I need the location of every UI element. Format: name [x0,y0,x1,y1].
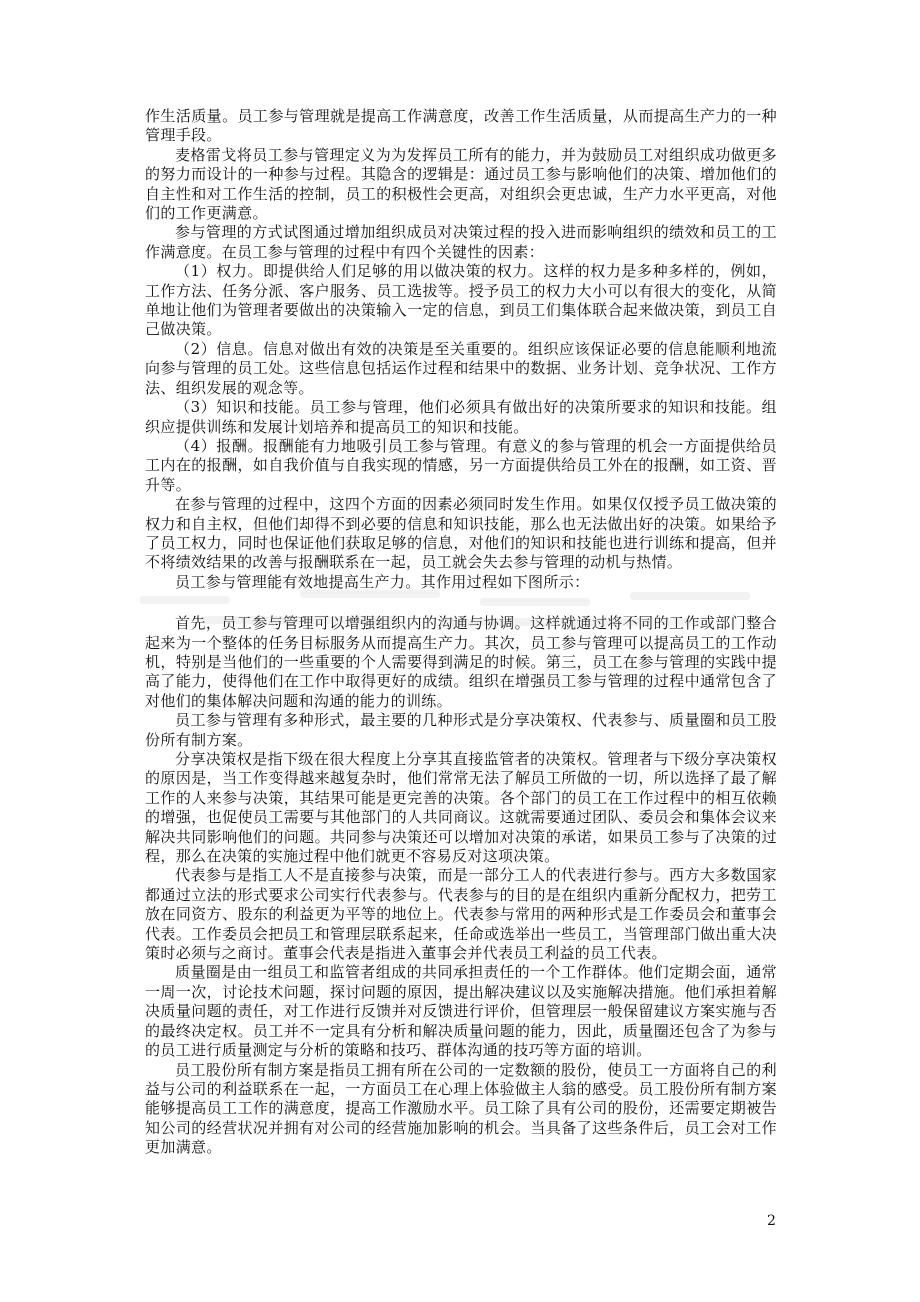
paragraph-factor-reward: （4）报酬。报酬能有力地吸引员工参与管理。有意义的参与管理的机会一方面提供给员工内在的报酬，如自我价值与自我实现的情感，另一方面提供给员工外在的报酬，如工资、晋升等。 [145,436,777,494]
page-number: 2 [767,1213,776,1229]
paragraph-factor-information: （2）信息。信息对做出有效的决策是至关重要的。组织应该保证必要的信息能顺利地流向参与管理的员工处。这些信息包括运作过程和结果中的数据、业务计划、竞争状况、工作方法、组织发展的观念等。 [145,339,777,397]
paragraph-four-factors-intro: 参与管理的方式试图通过增加组织成员对决策过程的投入进而影响组织的绩效和员工的工作满意度。在员工参与管理的过程中有四个关键性的因素： [145,223,777,261]
paragraph-factor-knowledge: （3）知识和技能。员工参与管理，他们必须具有做出好的决策所要求的知识和技能。组织应提供训练和发展计划培养和提高员工的知识和技能。 [145,398,777,436]
paragraph-mcgregor-definition: 麦格雷戈将员工参与管理定义为为发挥员工所有的能力，并为鼓励员工对组织成功做更多的努力而设计的一种参与过程。其隐含的逻辑是：通过员工参与影响他们的决策、增加他们的自主性和对工作生活的控制，员工的积极性会更高，对组织会更忠诚，生产力水平更高，对他们的工作更满意。 [145,145,777,223]
paragraph-factor-power: （1）权力。即提供给人们足够的用以做决策的权力。这样的权力是多种多样的，例如，工作方法、任务分派、客户服务、员工选拔等。授予员工的权力大小可以有很大的变化，从简单地让他们为管理者要做出的决策输入一定的信息，到员工们集体联合起来做决策，到员工自己做决策。 [145,262,777,339]
paragraph-esop: 员工股份所有制方案是指员工拥有所在公司的一定数额的股份，使员工一方面将自己的利益与公司的利益联系在一起，一方面员工在心理上体验做主人翁的感受。员工股份所有制方案能够提高员工工作的满意度，提高工作激励水平。员工除了具有公司的股份，还需要定期被告知公司的经营状况并拥有对公司的经营施加影响的机会。当具备了这些条件后，员工会对工作更加满意。 [145,1060,777,1157]
paragraph-representative: 代表参与是指工人不是直接参与决策，而是一部分工人的代表进行参与。西方大多数国家都通过立法的形式要求公司实行代表参与。代表参与的目的是在组织内重新分配权力，把劳工放在同资方、股东的利益更为平等的地位上。代表参与常用的两种形式是工作委员会和董事会代表。工作委员会把员工和管理层联系起来，任命或选举出一些员工，当管理部门做出重大决策时必须与之商讨。董事会代表是指进入董事会并代表员工利益的员工代表。 [145,866,777,963]
document-body [145,107,777,1158]
paragraph-figure-intro: 员工参与管理能有效地提高生产力。其作用过程如下图所示： [175,572,590,591]
paragraph-factors-together: 在参与管理的过程中，这四个方面的因素必须同时发生作用。如果仅仅授予员工做决策的权力和自主权，但他们却得不到必要的信息和知识技能，那么也无法做出好的决策。如果给予了员工权力，同时也保证他们获取足够的信息，对他们的知识和技能也进行训练和提高，但并不将绩效结果的改善与报酬联系在一起，员工就会失去参与管理的动机与热情。 [145,495,777,572]
paragraph-forms: 员工参与管理有多种形式，最主要的几种形式是分享决策权、代表参与、质量圈和员工股份所有制方案。 [145,711,777,749]
paragraph-mechanisms: 首先，员工参与管理可以增强组织内的沟通与协调。这样就通过将不同的工作或部门整合起来为一个整体的任务目标服务从而提高生产力。其次，员工参与管理可以提高员工的工作动机，特别是当他们的一些重要的个人需要得到满足的时候。第三，员工在参与管理的实践中提高了能力，使得他们在工作中取得更好的成绩。组织在增强员工参与管理的过程中通常包含了对他们的集体解决问题和沟通的能力的训练。 [145,614,777,710]
paragraph-shared-decision: 分享决策权是指下级在很大程度上分享其直接监管者的决策权。管理者与下级分享决策权的原因是，当工作变得越来越复杂时，他们常常无法了解员工所做的一切，所以选择了最了解工作的人来参与决策，其结果可能是更完善的决策。各个部门的员工在工作过程中的相互依赖的增强，也促使员工需要与其他部门的人共同商议。这就需要通过团队、委员会和集体会议来解决共同影响他们的问题。共同参与决策还可以增加对决策的承诺，如果员工参与了决策的过程，那么在决策的实施过程中他们就更不容易反对这项决策。 [145,750,777,866]
paragraph-quality-circle: 质量圈是由一组员工和监管者组成的共同承担责任的一个工作群体。他们定期会面，通常一周一次，讨论技术问题，探讨问题的原因，提出解决建议以及实施解决措施。他们承担着解决质量问题的责任，对工作进行反馈并对反馈进行评价，但管理层一般保留建议方案实施与否的最终决定权。员工并不一定具有分析和解决质量问题的能力，因此，质量圈还包含了为参与的员工进行质量测定与分析的策略和技巧、群体沟通的技巧等方面的培训。 [145,963,777,1060]
paragraph-continuation: 作生活质量。员工参与管理就是提高工作满意度，改善工作生活质量，从而提高生产力的一种管理手段。 [145,107,777,145]
